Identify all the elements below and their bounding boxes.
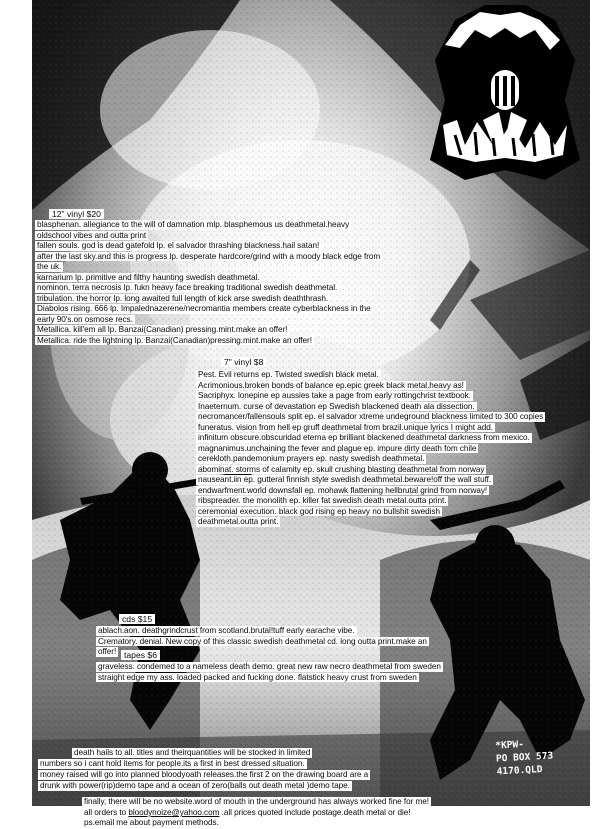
logo-lettering: BLOODY OATH [501, 110, 509, 111]
address-line-2: PO BOX 573 [495, 750, 554, 765]
vinyl12-list-item: Metallica. kill'em all lp. Banzai(Canadian) pressing.mint.make an offer! [37, 325, 288, 334]
address-line-1: *KPW- [495, 739, 525, 752]
tape-list-item: graveless. condemed to a nameless death demo. great new raw necro deathmetal from sweden [98, 662, 441, 671]
vinyl12-list-item: karnarium lp. primitive and filthy haunting swedish deathmetal. [37, 272, 260, 282]
vinyl12-list-item: nominon. terra necrosis lp. fukn heavy face breaking traditional swedish deathmetal. [37, 283, 338, 292]
vinyl7-list-item: funeratus. vision from hell ep gruff deathmetal from brazil.unique lyrics I might add. [198, 422, 493, 432]
vinyl12-list-item: tribulation. the horror lp. long awaited full length of kick arse swedish deaththrash. [37, 293, 329, 303]
vinyl12-list-item: Metallica. ride the lightning lp. Banzai(Canadian)pressing.mint.make an offer! [37, 335, 312, 345]
vinyl7-list-item: ribspreader. the monolith ep. killer fat swedish death metal.outta print. [198, 496, 447, 505]
vinyl12-list-item: Diabolos rising. 666 lp. Impalednazerene/necromantia members create cyberblackness in the [37, 304, 371, 313]
postal-address [495, 737, 554, 779]
vinyl7-list-item: cerekloth.pandemonium prayers ep. nasty swedish deathmetal. [198, 454, 425, 463]
section-heading-tapes: tapes $6 [121, 650, 160, 660]
cd-list-item: ablach.aon. deathgrindcrust from scotland.brutal!tuff early earache vibe. [98, 626, 355, 635]
vinyl12-list-item: after the last sky.and this is progress lp. desperate hardcore/grind with a moody black edge from [37, 251, 381, 261]
email-link[interactable]: bloodynoize@yahoo.com [128, 808, 220, 817]
tape-list-item: straight edge my ass. loaded packed and fucking done. flatstick heavy crust from sweden [98, 672, 417, 682]
section-heading-cds: cds $15 [119, 614, 155, 624]
vinyl7-list-item: ceremonial execution. black god rising ep heavy no bullshit swedish [198, 506, 440, 516]
vinyl12-list-item: fallen souls. god is dead gatefold lp. el salvador thrashing blackness.hail satan! [37, 241, 320, 250]
vinyl12-list-item: oldschool vibes and outta print [37, 230, 147, 240]
vinyl7-list-item: infinitum obscure.obscuridad eterna ep brilliant blackened deathmetal darkness from mexico. [198, 433, 530, 442]
footer-line: money raised will go into planned bloodyoath releases.the first 2 on the drawing board are a [40, 770, 369, 779]
vinyl7-list-item: Sacriphyx. lonepine ep aussies take a page from early rottingchrist textbook. [198, 391, 471, 400]
footer-line: numbers so i cant hold items for people.its a first in best dressed situation. [40, 759, 305, 768]
vinyl12-list-item: blasphenan. allegiance to the will of damnation mlp. blasphemous us deathmetal.heavy [37, 220, 350, 229]
cd-list-item: Crematory. denial. New copy of this classic swedish deathmetal cd. long outta print.make an [98, 636, 427, 646]
cd-list-item: offer! [98, 647, 117, 656]
vinyl7-list-item: necromancer/fallensouls split ep. el salvador xtreme undeground blackness limited to 300 copies [198, 412, 544, 421]
vinyl7-list-item: Acrimonious.broken bonds of balance ep.epic greek black metal.heavy as! [198, 380, 464, 390]
vinyl12-list-item: early 90's.on osmose recs. [37, 314, 133, 324]
payment-note: ps.email me about payment methods. [84, 818, 219, 827]
footer-line: drunk with power(rip)demo tape and a ocean of zero(balls out death metal )demo tape. [40, 781, 350, 790]
vinyl7-list-item: abominat. storms of calamity ep. skull crushing blasting deathmetal from norway [198, 464, 485, 474]
vinyl7-list-item: Pest. Evil returns ep. Twisted swedish black metal. [198, 370, 379, 379]
vinyl7-list-item: nauseant.iin ep. gutteral finnish style swedish deathmetal.beware!off the wall stuff. [198, 475, 492, 484]
footer-line: finally, there will be no website.word of mouth in the underground has always worked fine for me! [84, 797, 429, 806]
vinyl7-list-item: magnanimus.unchaining the fever and plague ep. impure dirty death fom chile [198, 443, 477, 453]
address-line-3: 4170.QLD [496, 764, 543, 778]
orders-suffix: .all prices quoted include postage.death metal or die! [219, 808, 411, 817]
orders-prefix: all orders to [84, 808, 129, 817]
vinyl7-list-item: endwarfment.world downsfall ep. mohawk flattening hellbrutal grind from norway! [198, 485, 488, 495]
bloody-oath-logo [430, 5, 580, 180]
vinyl7-list-item: deathmetal.outta print. [198, 517, 279, 526]
section-heading-12-vinyl: 12" vinyl $20 [49, 209, 104, 219]
vinyl12-list-item: the uk. [37, 262, 62, 271]
orders-line [82, 808, 413, 818]
section-heading-7-vinyl: 7" vinyl $8 [221, 357, 266, 367]
vinyl7-list-item: Inaeternum. curse of devastation ep Swedish blackened death ala dissection. [198, 401, 475, 411]
footer-line: death hails to all. titles and theirquantities will be stocked in limited [74, 748, 311, 757]
